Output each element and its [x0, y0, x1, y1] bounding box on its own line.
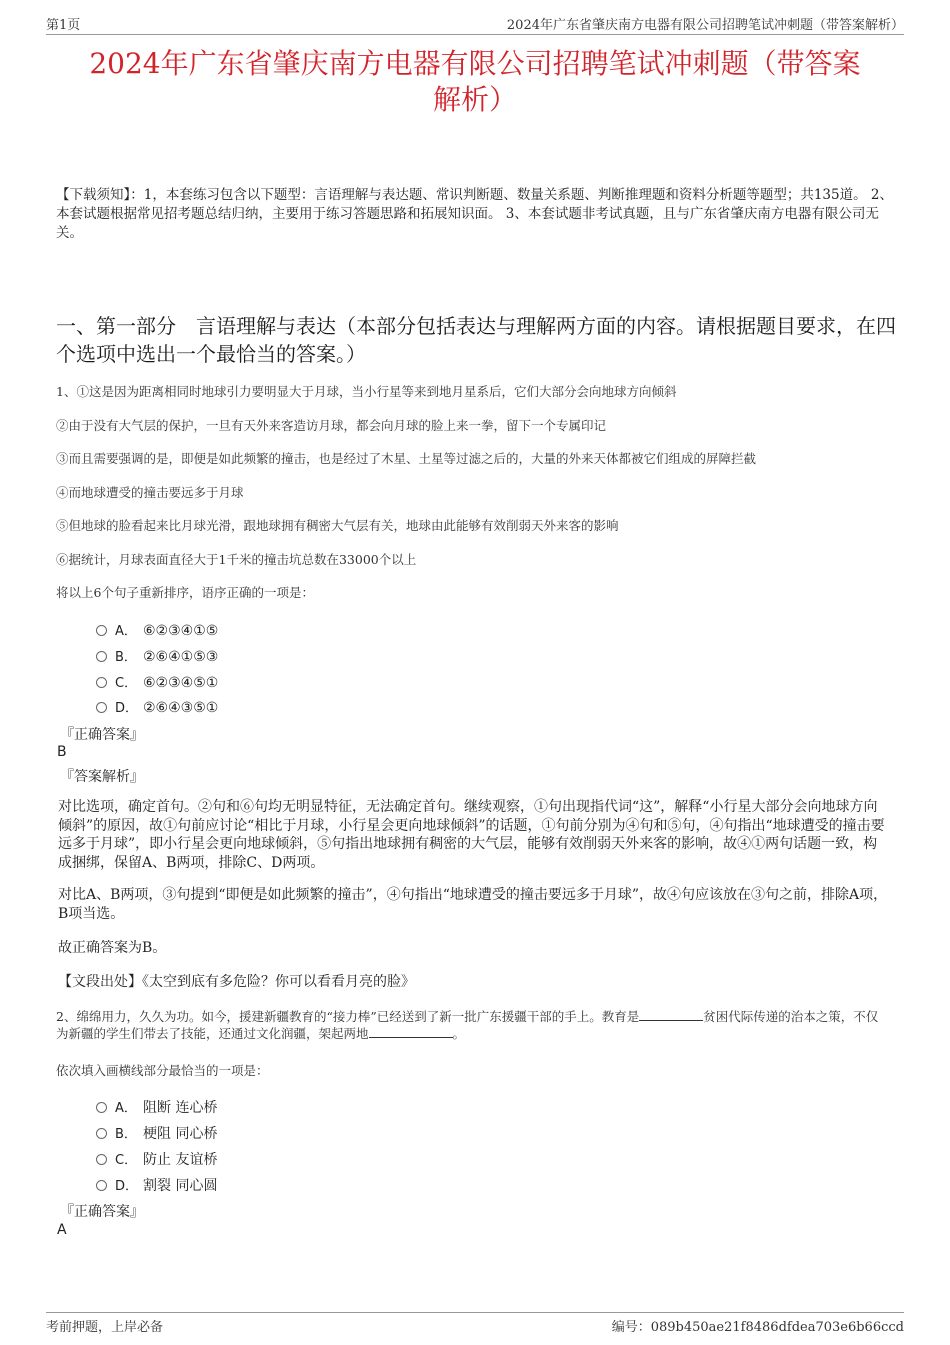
radio-button[interactable]: [96, 1180, 107, 1191]
option-letter: A．: [115, 624, 137, 639]
option-text: 阻断 连心桥: [143, 1100, 218, 1116]
q1-line: ⑤但地球的脸看起来比月球光滑，跟地球拥有稠密大气层有关，地球由此能够有效削弱天外来客的影响: [56, 518, 619, 533]
title-line-2: 解析）: [432, 83, 517, 116]
q1-line: 1、①这是因为距离相同时地球引力要明显大于月球，当小行星等来到地月星系后，它们大部分会向地球方向倾斜: [56, 384, 677, 399]
radio-button[interactable]: [96, 1102, 107, 1113]
q2-stem-part: 贫困代际传递的治本之策，不仅为新疆的学生们带去了技能，还通过文化润疆，架起两地: [56, 1009, 879, 1041]
q1-analysis-label: 『答案解析』: [60, 769, 144, 785]
option-text: ②⑥④③⑤①: [143, 700, 219, 716]
q1-answer: B: [57, 744, 67, 760]
q1-option-a[interactable]: [96, 620, 218, 639]
option-letter: B．: [115, 650, 137, 665]
option-letter: C．: [115, 1153, 138, 1168]
q1-line: ④而地球遭受的撞击要远多于月球: [56, 485, 244, 500]
radio-button[interactable]: [96, 1154, 107, 1165]
footer-doc-id: 编号：089b450ae21f8486dfdea703e6b66ccd: [611, 1320, 904, 1335]
q2-option-c[interactable]: [96, 1149, 217, 1169]
radio-button[interactable]: [96, 702, 107, 713]
option-letter: A．: [115, 1101, 137, 1116]
download-notice: 【下载须知】：1，本套练习包含以下题型：言语理解与表达题、常识判断题、数量关系题、判断推理题和资料分析题等题型；共135道。 2、本套试题根据常见招考题总结归纳，主要用于练习答题思路和拓展知识面。 3、本套试题非考试真题，且与广东省肇庆南方电器有限公司无关。: [56, 187, 893, 241]
radio-button[interactable]: [96, 1128, 107, 1139]
q2-answer-label: 『正确答案』: [60, 1204, 144, 1220]
page-header: [46, 12, 904, 35]
q1-analysis-paragraph: 对比A、B两项，③句提到“即便是如此频繁的撞击”，④句指出“地球遭受的撞击要远多于月球”，故④句应该放在③句之前，排除A项，B项当选。: [58, 887, 888, 922]
radio-button[interactable]: [96, 651, 107, 662]
q1-source: 【文段出处】《太空到底有多危险？你可以看看月亮的脸》: [58, 974, 415, 990]
q1-analysis-paragraph: 对比选项，确定首句。②句和⑥句均无明显特征，无法确定首句。继续观察，①句出现指代词“这”，解释“小行星大部分会向地球方向倾斜”的原因，故①句前应讨论“相比于月球，小行星会更向地球倾斜”的话题，①句前分别为④句和⑤句，④句指出“地球遭受的撞击要远多于月球”，即小行星会更向地球倾斜，⑤句指出地球拥有稠密的大气层，能够有效削弱天外来客的影响，故④①两句话题一致，构成捆绑，保留A、B两项，排除C、D两项。: [58, 799, 885, 871]
q2-option-b[interactable]: [96, 1123, 217, 1143]
q1-prompt: 将以上6个句子重新排序，语序正确的一项是：: [56, 585, 314, 600]
option-text: 梗阻 同心桥: [143, 1126, 218, 1142]
q2-stem: [56, 1008, 890, 1042]
q2-prompt: 依次填入画横线部分最恰当的一项是：: [56, 1063, 269, 1078]
option-letter: D．: [115, 701, 139, 716]
option-letter: C．: [115, 676, 138, 691]
q1-analysis-paragraph: 故正确答案为B。: [58, 940, 167, 956]
q2-stem-part: 。: [452, 1026, 466, 1041]
option-text: ⑥②③④⑤①: [143, 675, 219, 691]
radio-button[interactable]: [96, 625, 107, 636]
q1-option-c[interactable]: [96, 672, 218, 691]
page-number: 第1页: [46, 18, 81, 33]
q1-line: ②由于没有大气层的保护，一旦有天外来客造访月球，都会向月球的脸上来一拳，留下一个专属印记: [56, 418, 607, 433]
option-letter: B．: [115, 1127, 137, 1142]
section-title: 一、第一部分 言语理解与表达（本部分包括表达与理解两方面的内容。请根据题目要求，在四个选项中选出一个最恰当的答案。）: [56, 314, 896, 366]
option-text: 割裂 同心圆: [143, 1178, 218, 1194]
q2-answer: A: [57, 1222, 67, 1238]
q2-blank-2: [369, 1025, 453, 1038]
q1-option-b[interactable]: [96, 646, 218, 665]
footer-slogan: 考前押题，上岸必备: [46, 1320, 164, 1335]
document-title: [40, 46, 910, 118]
q1-answer-label: 『正确答案』: [60, 727, 144, 743]
q2-option-d[interactable]: [96, 1175, 217, 1195]
q2-stem-part: 2、绵绵用力，久久为功。如今，援建新疆教育的“接力棒”已经送到了新一批广东援疆干部的手上。教育是: [56, 1009, 640, 1024]
header-doc-title: 2024年广东省肇庆南方电器有限公司招聘笔试冲刺题（带答案解析）: [506, 18, 904, 33]
option-letter: D．: [115, 1179, 139, 1194]
q2-blank-1: [639, 1008, 703, 1021]
q1-line: ⑥据统计，月球表面直径大于1千米的撞击坑总数在33000个以上: [56, 552, 417, 567]
radio-button[interactable]: [96, 677, 107, 688]
option-text: 防止 友谊桥: [143, 1152, 218, 1168]
option-text: ②⑥④①⑤③: [143, 649, 219, 665]
page-footer: [46, 1312, 904, 1335]
q1-option-d[interactable]: [96, 697, 218, 716]
q1-line: ③而且需要强调的是，即便是如此频繁的撞击，也是经过了木星、土星等过滤之后的，大量的外来天体都被它们组成的屏障拦截: [56, 451, 757, 466]
q2-option-a[interactable]: [96, 1097, 217, 1117]
option-text: ⑥②③④①⑤: [143, 623, 219, 639]
title-line-1: 2024年广东省肇庆南方电器有限公司招聘笔试冲刺题（带答案: [89, 47, 861, 80]
